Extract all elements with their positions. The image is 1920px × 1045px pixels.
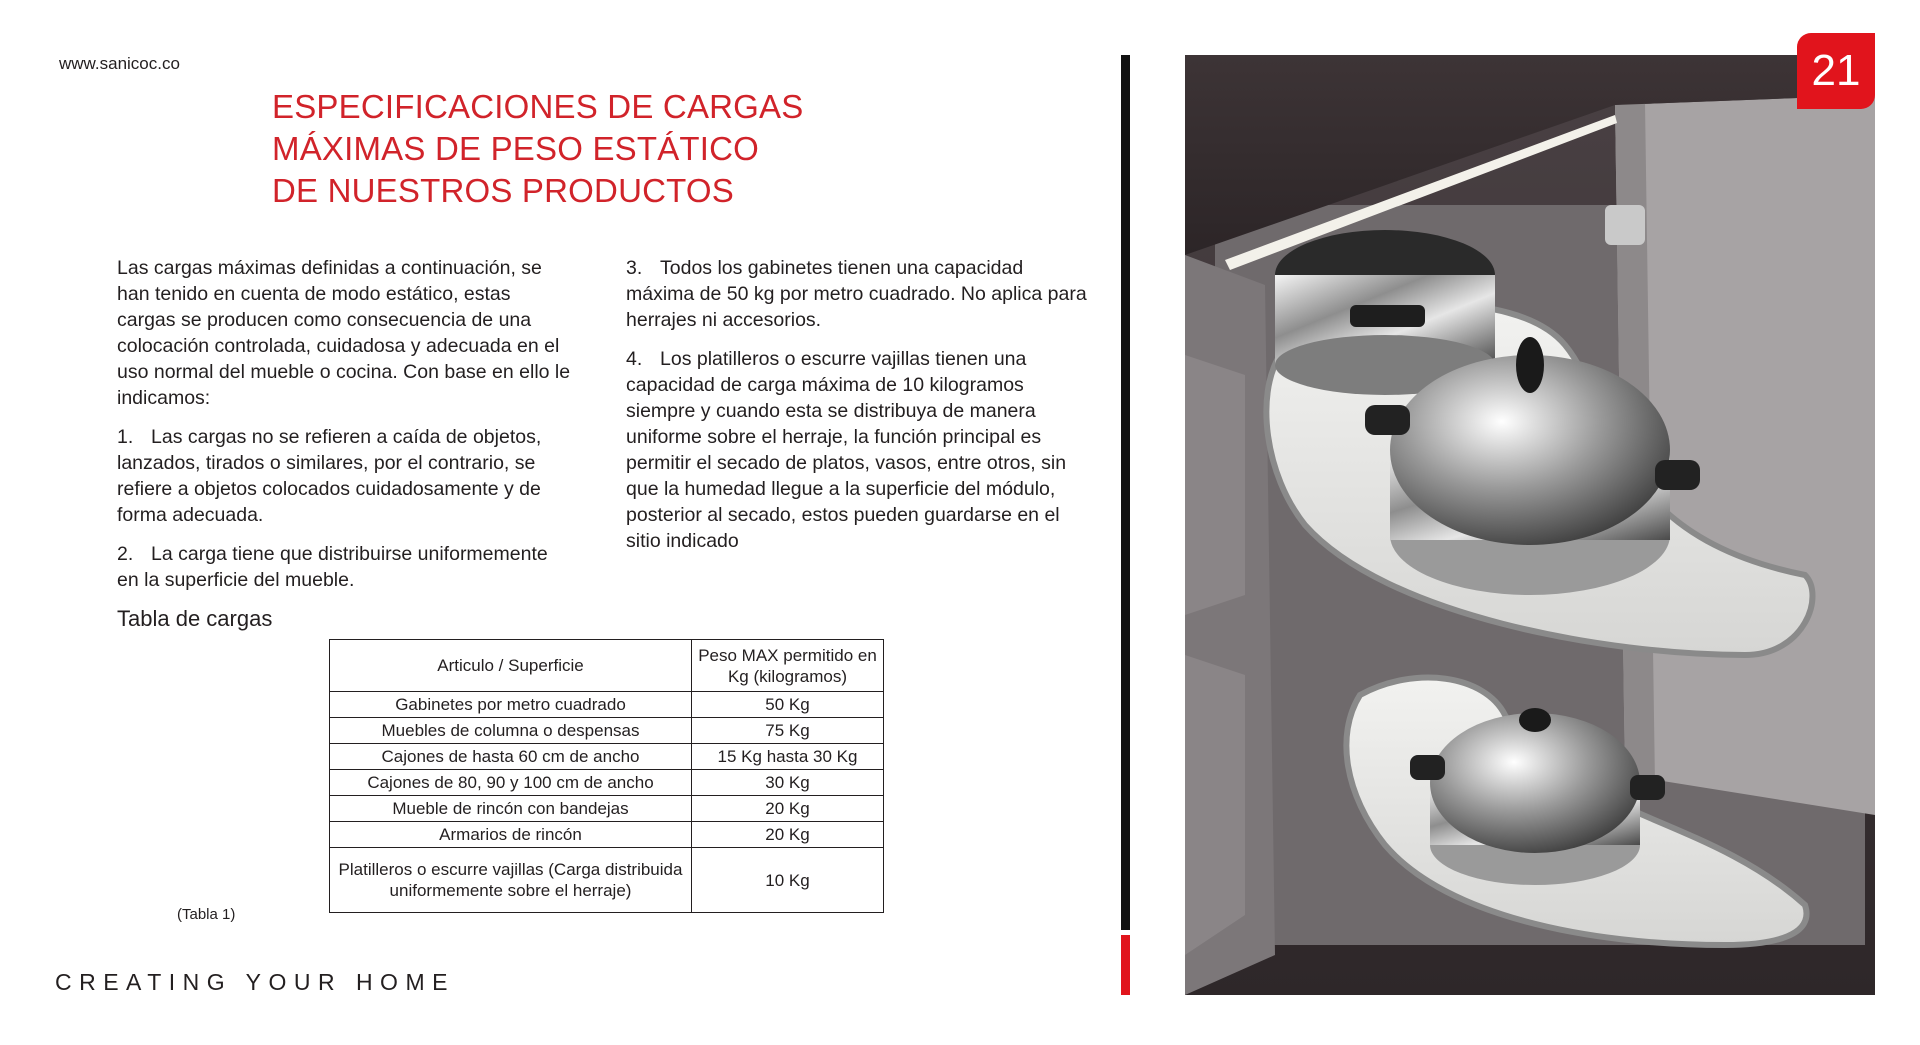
point-1 xyxy=(117,424,572,528)
table-cell-article: Armarios de rincón xyxy=(330,822,692,848)
vertical-divider-accent xyxy=(1121,935,1130,995)
column-header-weight: Peso MAX permitido en Kg (kilogramos) xyxy=(692,640,884,692)
table-row xyxy=(330,692,884,718)
column-header-article: Articulo / Superficie xyxy=(330,640,692,692)
vertical-divider xyxy=(1121,55,1130,930)
page-title xyxy=(272,86,803,212)
point-text: Las cargas no se refieren a caída de objetos, lanzados, tirados o similares, por el contrario, se refiere a objetos colocados cuidadosamente y de forma adecuada. xyxy=(117,426,542,526)
table-row xyxy=(330,796,884,822)
point-2 xyxy=(117,541,572,593)
site-url: www.sanicoc.co xyxy=(59,54,180,73)
table-cell-weight: 20 Kg xyxy=(692,822,884,848)
table-cell-weight: 30 Kg xyxy=(692,770,884,796)
table-cell-article: Muebles de columna o despensas xyxy=(330,718,692,744)
text-column-left xyxy=(117,255,572,606)
intro-paragraph: Las cargas máximas definidas a continuación, se han tenido en cuenta de modo estático, estas cargas se producen como consecuencia de una colocación controlada, cuidadosa y adecuada en el uso normal del mueble o cocina. Con base en ello le indicamos: xyxy=(117,257,571,409)
point-number: 3. xyxy=(626,257,643,279)
table-row xyxy=(330,822,884,848)
title-line-2: MÁXIMAS DE PESO ESTÁTICO xyxy=(272,130,760,167)
table-caption: Tabla de cargas xyxy=(117,606,273,631)
point-number: 1. xyxy=(117,426,134,448)
page-number-badge: 21 xyxy=(1797,33,1875,109)
table-cell-article: Cajones de hasta 60 cm de ancho xyxy=(330,744,692,770)
table-row xyxy=(330,744,884,770)
footer-tagline: CREATING YOUR HOME xyxy=(55,969,455,995)
table-cell-weight: 10 Kg xyxy=(692,848,884,913)
point-text: Todos los gabinetes tienen una capacidad máxima de 50 kg por metro cuadrado. No aplica para herrajes ni accesorios. xyxy=(626,257,1087,331)
point-3 xyxy=(626,255,1096,333)
title-line-1: ESPECIFICACIONES DE CARGAS xyxy=(272,88,804,125)
table-note: (Tabla 1) xyxy=(177,906,236,923)
table-cell-weight: 15 Kg hasta 30 Kg xyxy=(692,744,884,770)
table-cell-article: Mueble de rincón con bandejas xyxy=(330,796,692,822)
table-row xyxy=(330,848,884,913)
point-number: 4. xyxy=(626,348,643,370)
table-cell-weight: 75 Kg xyxy=(692,718,884,744)
point-4 xyxy=(626,346,1096,554)
table-cell-weight: 50 Kg xyxy=(692,692,884,718)
point-number: 2. xyxy=(117,543,134,565)
table-row xyxy=(330,718,884,744)
table-cell-weight: 20 Kg xyxy=(692,796,884,822)
table-cell-article: Cajones de 80, 90 y 100 cm de ancho xyxy=(330,770,692,796)
table-cell-article: Platilleros o escurre vajillas (Carga distribuida uniformemente sobre el herraje) xyxy=(330,848,692,913)
kitchen-corner-cabinet-photo xyxy=(1185,55,1875,995)
loads-table xyxy=(329,639,884,913)
text-column-right xyxy=(626,255,1096,567)
title-line-3: DE NUESTROS PRODUCTOS xyxy=(272,172,734,209)
table-cell-article: Gabinetes por metro cuadrado xyxy=(330,692,692,718)
point-text: La carga tiene que distribuirse uniformemente en la superficie del mueble. xyxy=(117,543,548,591)
point-text: Los platilleros o escurre vajillas tienen una capacidad de carga máxima de 10 kilogramos siempre y cuando esta se distribuya de manera uniforme sobre el herraje, la función principal es permitir el secado de platos, vasos, entre otros, sin que la humedad llegue a la superficie del módulo, posterior al secado, estos pueden guardarse en el sitio indicado xyxy=(626,348,1067,552)
table-header-row xyxy=(330,640,884,692)
table-row xyxy=(330,770,884,796)
